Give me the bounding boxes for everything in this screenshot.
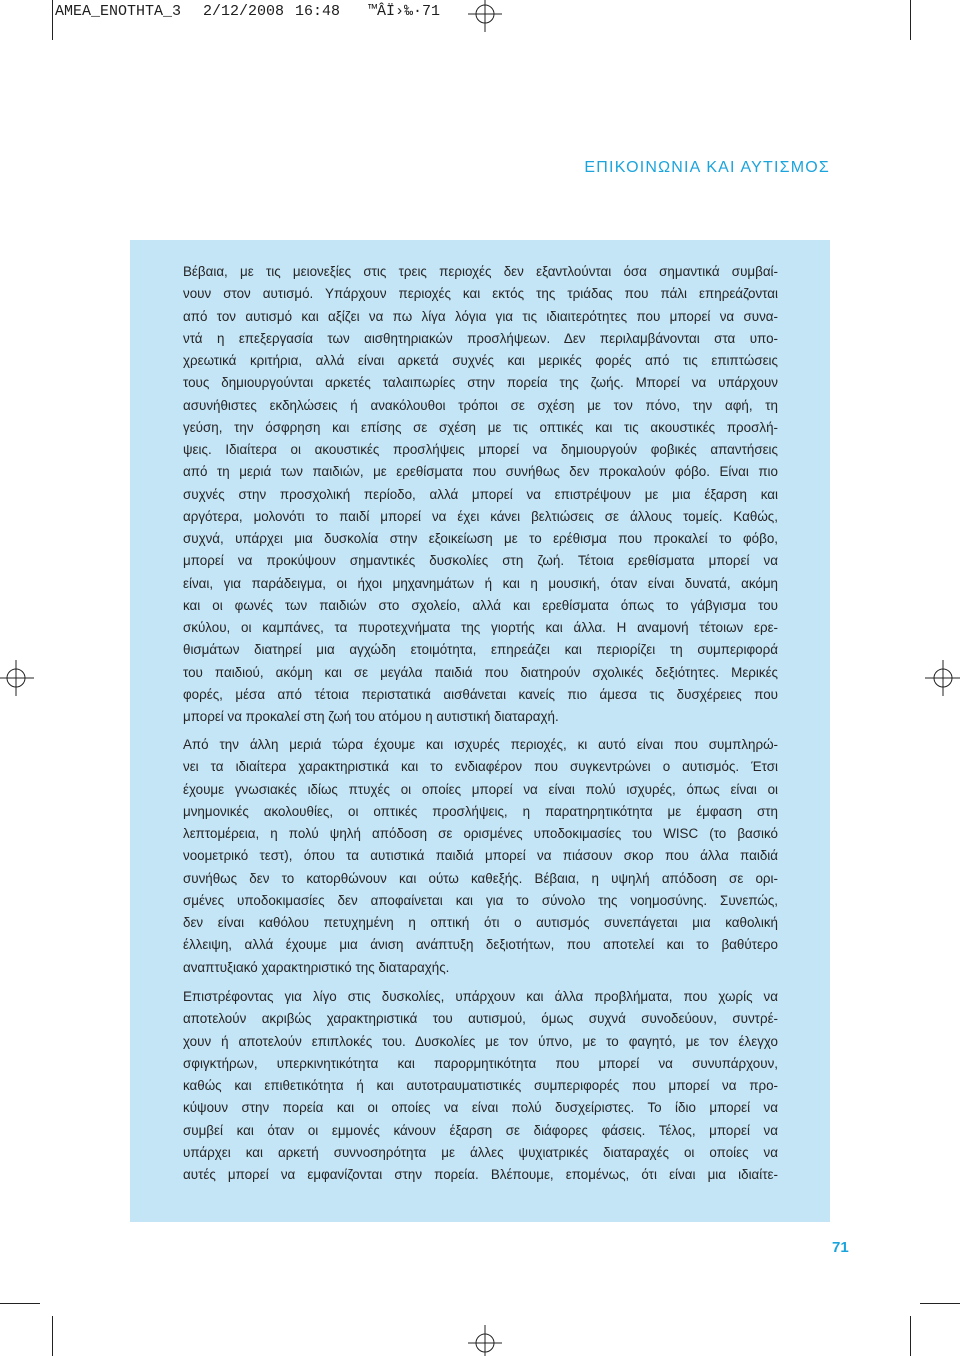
- body-line: γεύση, την όσφρηση και επίσης σε σχέση με τις οπτικές και τις ακουστικές προσλή-: [183, 419, 778, 435]
- registration-mark-left: [0, 660, 34, 696]
- slug-date: 2/12/2008: [203, 3, 285, 20]
- body-line: Από την άλλη μεριά τώρα έχουμε και ισχυρές περιοχές, κι αυτό είναι που συμπληρώ-: [183, 737, 778, 752]
- body-line: συνήθως δεν το κατορθώνουν και ούτω καθεξής. Βέβαια, η υψηλή απόδοση σε ορι-: [183, 870, 778, 886]
- registration-mark-top: [468, 0, 502, 32]
- body-line: δεν είναι καθόλου πετυχημένη η οπτική ότι ο αυτισμός συνεπάγεται μια καθολική: [183, 915, 778, 930]
- body-line: συχνές στην προσχολική περίοδο, αλλά μπορεί να επιστρέψουν με μια έξαρση και: [183, 486, 778, 502]
- body-line: από τον αυτισμό και αξίζει να πω λίγα λόγια για τις ιδιαιτερότητες που μπορεί να συνα-: [183, 308, 778, 324]
- body-line: σκύλου, οι καμπάνες, τα πυροτεχνήματα της γιορτής και άλλα. Η αναμονή τέτοιων ερε-: [183, 620, 778, 635]
- body-line: αποτελούν ακριβώς χαρακτηριστικά του αυτισμού, όμως συχνά συνοδεύουν, συντρέ-: [183, 1011, 778, 1027]
- running-head: ΕΠΙΚΟΙΝΩΝΙΑ ΚΑΙ ΑΥΤΙΣΜΟΣ: [584, 159, 830, 176]
- body-line: του παιδιού, ακόμη και σε μεγάλα παιδιά που διατηρούν σχολικές δεξιότητες. Μερικές: [183, 664, 778, 680]
- body-line: νουν στον αυτισμό. Υπάρχουν περιοχές και εκτός της τριάδας που πάλι επηρεάζονται: [183, 286, 778, 302]
- slug-page-code: ™ÂÏ›‰·71: [368, 3, 441, 20]
- body-line: έχουμε γνωσιακές ιδίως πτυχές οι οποίες μπορεί να είναι πολύ ισχυρές, όπως είναι οι: [183, 781, 778, 797]
- body-line: ντά η επεξεργασία των αισθητηριακών προσλήψεων. Δεν περιλαμβάνονται στα υπο-: [183, 330, 778, 346]
- paragraph: [183, 734, 778, 979]
- slug-file-name: AMEA_ENOTHTA_3: [55, 3, 182, 20]
- body-line: μπορεί να προκύψουν σημαντικές δυσκολίες στη ζωή. Τέτοια ερεθίσματα μπορεί να: [183, 553, 778, 569]
- body-line: υπάρχει και αρκετή συννοσηρότητα με άλλες ψυχιατρικές διαταραχές οι οποίες να: [183, 1144, 778, 1160]
- body-line: μπορεί να προκαλεί στη ζωή του ατόμου η αυτιστική διαταραχή.: [183, 709, 559, 724]
- body-line: τους δημιουργούνται αρκετές ταλαιπωρίες στην πορεία της ζωής. Μπορεί να υπάρχουν: [183, 375, 778, 391]
- body-line: αργότερα, μολονότι το παιδί μπορεί να έχει κάνει βελτιώσεις σε άλλους τομείς. Καθώς,: [183, 508, 778, 524]
- body-line: κύψουν στην πορεία και οι οποίες να είναι πολύ δυσχείριστες. Το ίδιο μπορεί να: [183, 1100, 778, 1116]
- body-line: αναπτυξιακό χαρακτηριστικό της διαταραχής.: [183, 959, 450, 975]
- crop-mark-bottom-right: [911, 1304, 960, 1356]
- body-line: χουν ή αποτελούν επιπλοκές του. Δυσκολίες με τον ύπνο, με το φαγητό, με τον έλεγχο: [183, 1033, 778, 1049]
- crop-mark-bottom-left: [0, 1304, 53, 1356]
- body-line: έλλειψη, αλλά έχουμε μια άνιση ανάπτυξη δεξιοτήτων, που αποτελεί και το βαθύτερο: [183, 937, 778, 953]
- body-line: καθώς και επιθετικότητα ή και αυτοτραυματιστικές συμπεριφορές που μπορεί να προ-: [183, 1078, 778, 1093]
- body-line: ψεις. Ιδιαίτερα οι ακουστικές προσλήψεις μπορεί να δημιουργούν φοβικές απαντήσεις: [183, 442, 778, 457]
- body-line: είναι, για παράδειγμα, οι ήχοι μηχανημάτων ή και η μουσική, όταν είναι δυνατά, ακόμη: [183, 575, 778, 591]
- body-line: αυτές μπορεί να εμφανίζονται στην πορεία. Βλέπουμε, επομένως, ότι είναι μια ιδιαίτε-: [183, 1167, 778, 1182]
- body-line: νοομετρικό τεστ), όπου τα αυτιστικά παιδιά μπορεί να πιάσουν σκορ που άλλα παιδιά: [183, 848, 778, 864]
- body-line: λεπτομέρεια, η πολύ ψηλή απόδοση σε ορισμένες υποδοκιμασίες του WISC (το βασικό: [183, 826, 778, 841]
- slug-time: 16:48: [295, 3, 341, 20]
- body-line: θισμάτων διατηρεί μια αγχώδη ετοιμότητα, επηρεάζει και περιορίζει τη συμπεριφορά: [183, 642, 778, 658]
- paragraph: [183, 986, 778, 1186]
- body-line: νει τα ιδιαίτερα χαρακτηριστικά και το ενδιαφέρον που συγκεντρώνει ο αυτισμός. Έτσι: [183, 759, 778, 775]
- body-line: ασυνήθιστες εκδηλώσεις ή ανακόλουθοι τρόποι σε σχέση με τον πόνο, την αφή, τη: [183, 397, 778, 413]
- body-line: μνημονικές ακολουθίες, οι οπτικές προσλήψεις, η παρατηρητικότητα με έμφαση στη: [183, 803, 778, 819]
- page-number: 71: [832, 1239, 849, 1256]
- body-line: χρεωτικά κριτήρια, αλλά είναι αρκετά συχνές και μερικές φορές από τις επιπτώσεις: [183, 353, 778, 368]
- body-line: συμβεί και όταν οι εμμονές κάνουν έξαρση σε διάφορες φάσεις. Τέλος, μπορεί να: [183, 1122, 778, 1138]
- body-line: από τη μεριά των παιδιών, με ερεθίσματα που συνήθως δεν προκαλούν φόβο. Είναι πιο: [183, 464, 778, 480]
- body-line: σφιγκτήρων, υπερκινητικότητα και παρορμητικότητα που μπορεί να συνυπάρχουν,: [183, 1055, 778, 1071]
- body-line: Βέβαια, με τις μειονεξίες στις τρεις περιοχές δεν εξαντλούνται όσα σημαντικά συμβαί-: [183, 264, 778, 279]
- body-line: φορές, μέσα από τέτοια περιστατικά αισθάνεται κανείς πιο άμεσα τις δυσχέρειες που: [183, 686, 778, 702]
- registration-mark-right: [925, 660, 960, 696]
- paragraph: [183, 261, 778, 728]
- registration-mark-bottom: [468, 1325, 502, 1356]
- body-line: σμένες υποδοκιμασίες δεν αποφαίνεται και για το σύνολο της νοημοσύνης. Συνεπώς,: [183, 892, 778, 908]
- body-line: συχνά, υπάρχει μια δυσκολία στην εξοικείωση με το ερέθισμα που προκαλεί το φόβο,: [183, 531, 778, 546]
- body-line: Επιστρέφοντας για λίγο στις δυσκολίες, υπάρχουν και άλλα προβλήματα, που χωρίς να: [183, 989, 778, 1004]
- body-line: και οι φωνές των παιδιών στο σχολείο, αλλά και ερεθίσματα όπως το γάβγισμα του: [183, 597, 778, 613]
